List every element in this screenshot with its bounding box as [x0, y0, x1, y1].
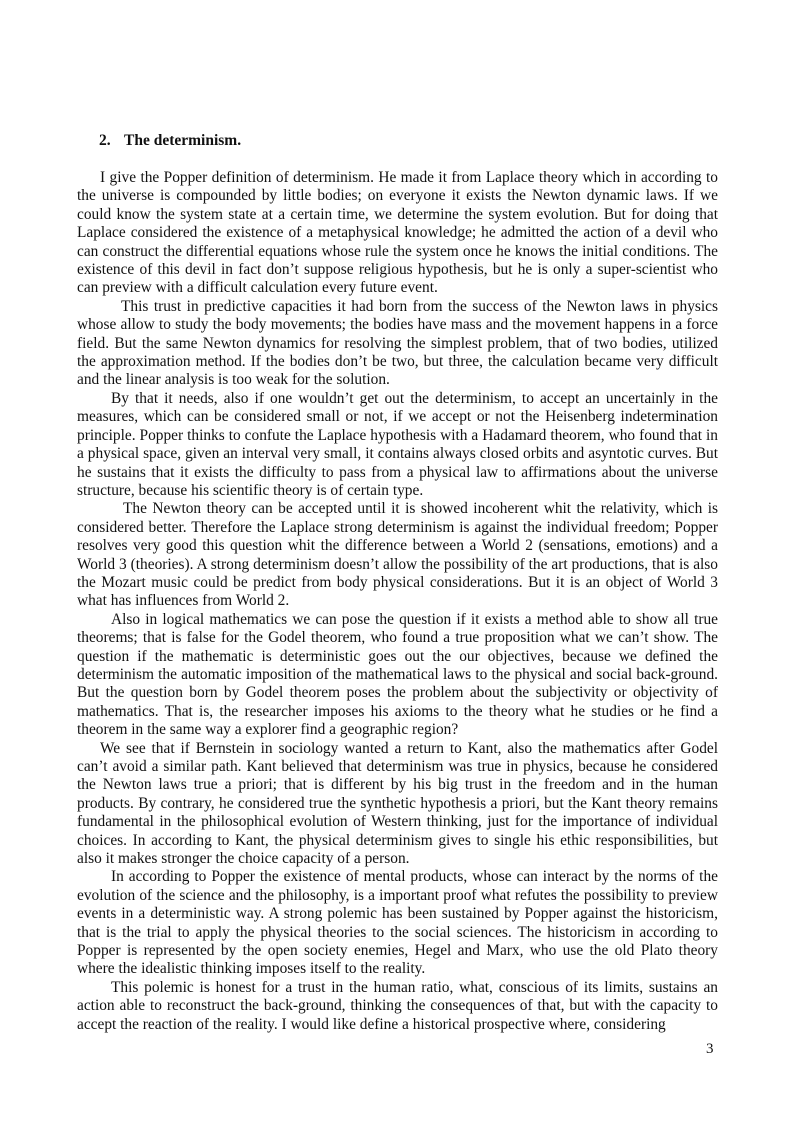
- paragraph-7: In according to Popper the existence of mental products, whose can interact by the norms of the evolution of the science and the philosophy, is a important proof what refutes the possibility to preview events in a deterministic way. A strong polemic has been sustained by Popper against the historicism, that is the trial to apply the physical theories to the social sciences. The historicism in according to Popper is represented by the open society enemies, Hegel and Marx, who use the old Plato theory where the idealistic thinking imposes itself to the reality.: [77, 868, 718, 978]
- section-number: 2.: [99, 132, 111, 149]
- paragraph-6: We see that if Bernstein in sociology wanted a return to Kant, also the mathematics after Godel can’t avoid a similar path. Kant believed that determinism was true in physics, because he considered the Newton laws true a priori; that is different by his big trust in the freedom and in the human products. By contrary, he considered true the synthetic hypothesis a priori, but the Kant theory remains fundamental in the philosophical evolution of Western thinking, just for the importance of individual choices. In according to Kant, the physical determinism gives to single his ethic responsibilities, but also it makes stronger the choice capacity of a person.: [77, 739, 718, 868]
- body-text: [77, 169, 718, 1034]
- paragraph-4: The Newton theory can be accepted until it is showed incoherent whit the relativity, which is considered better. Therefore the Laplace strong determinism is against the individual freedom; Popper resolves very good this question whit the difference between a World 2 (sensations, emotions) and a World 3 (theories). A strong determinism doesn’t allow the possibility of the art productions, that is also the Mozart music could be predict from body physical considerations. But it is an object of World 3 what has influences from World 2.: [77, 500, 718, 610]
- section-heading: [99, 131, 241, 151]
- paragraph-3: By that it needs, also if one wouldn’t get out the determinism, to accept an uncertainly in the measures, which can be considered small or not, if we accept or not the Heisenberg indetermination principle. Popper thinks to confute the Laplace hypothesis with a Hadamard theorem, who found that in a physical space, given an interval very small, it contains always closed orbits and asyntotic curves. But he sustains that it exists the difficulty to pass from a physical law to affirmations about the universe structure, because his scientific theory is of certain type.: [77, 389, 718, 499]
- page-number: 3: [706, 1041, 714, 1057]
- paragraph-1: I give the Popper definition of determinism. He made it from Laplace theory which in according to the universe is compounded by little bodies; on everyone it exists the Newton dynamic laws. If we could know the system state at a certain time, we determine the system evolution. But for doing that Laplace considered the existence of a metaphysical knowledge; he admitted the action of a devil who can construct the differential equations whose rule the system once he knows the initial conditions. The existence of this devil in fact don’t suppose religious hypothesis, but he is only a super-scientist who can preview with a difficult calculation every future event.: [77, 169, 718, 297]
- paragraph-5: Also in logical mathematics we can pose the question if it exists a method able to show all true theorems; that is false for the Godel theorem, who found a true proposition what we can’t show. The question if the mathematic is deterministic goes out the our objectives, because we defined the determinism the automatic imposition of the mathematical laws to the physical and social back-ground. But the question born by Godel theorem poses the problem about the subjectivity or objectivity of mathematics. That is, the researcher imposes his axioms to the theory what he studies or he find a theorem in the same way a explorer find a geographic region?: [77, 610, 718, 739]
- paragraph-8: This polemic is honest for a trust in the human ratio, what, conscious of its limits, sustains an action able to reconstruct the back-ground, thinking the consequences of that, but with the capacity to accept the reaction of the reality. I would like define a historical prospective where, considering: [77, 978, 718, 1033]
- paragraph-2: This trust in predictive capacities it had born from the success of the Newton laws in physics whose allow to study the body movements; the bodies have mass and the movement happens in a force field. But the same Newton dynamics for resolving the simplest problem, that of two bodies, utilized the approximation method. If the bodies don’t be two, but three, the calculation became very difficult and the linear analysis is too weak for the solution.: [77, 297, 718, 389]
- section-title: The determinism.: [124, 132, 242, 149]
